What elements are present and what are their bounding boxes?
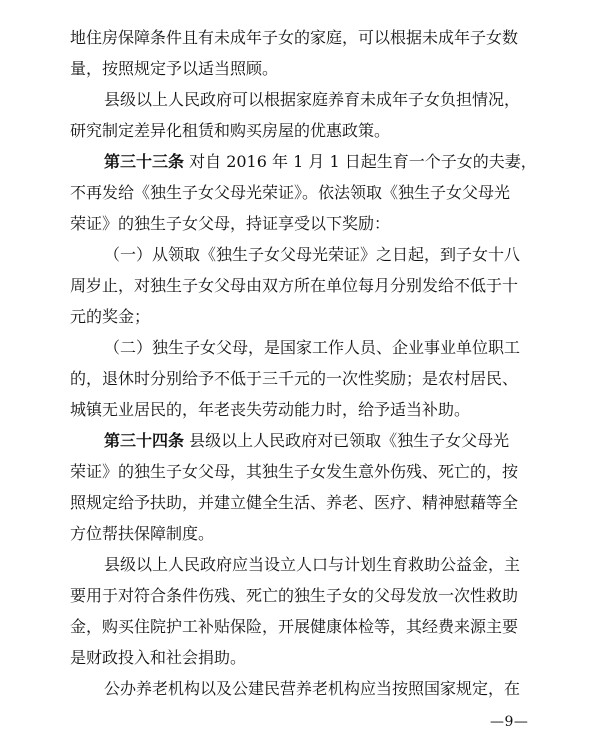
- paragraph-line: 金，购买住院护工补贴保险，开展健康体检等，其经费来源主要: [70, 617, 519, 636]
- paragraph-line: 周岁止，对独生子女父母由双方所在单位每月分别发给不低于十: [70, 276, 519, 295]
- article-34-text: 县级以上人民政府对已领取《独生子女父母光: [189, 431, 510, 450]
- paragraph-line: 研究制定差异化租赁和购买房屋的优惠政策。: [70, 121, 391, 140]
- article-34-heading: 第三十四条: [104, 431, 185, 450]
- page-number: —9—: [490, 714, 529, 730]
- paragraph-line: 是财政投入和社会捐助。: [70, 648, 247, 667]
- paragraph-line: 县级以上人民政府可以根据家庭养育未成年子女负担情况，: [104, 90, 521, 109]
- paragraph-line: 元的奖金；: [70, 307, 151, 326]
- paragraph-line: 照规定给予扶助，并建立健全生活、养老、医疗、精神慰藉等全: [70, 493, 519, 512]
- paragraph-line: （二）独生子女父母，是国家工作人员、企业事业单位职工: [104, 338, 521, 357]
- article-34-line: [104, 431, 509, 451]
- paragraph-line: 公办养老机构以及公建民营养老机构应当按照国家规定，在: [104, 679, 521, 698]
- paragraph-line: 量，按照规定予以适当照顾。: [70, 59, 279, 78]
- paragraph-line: （一）从领取《独生子女父母光荣证》之日起，到子女十八: [104, 245, 521, 264]
- paragraph-line: 的，退休时分别给予不低于三千元的一次性奖励；是农村居民、: [70, 369, 519, 388]
- paragraph-line: 城镇无业居民的，年老丧失劳动能力时，给予适当补助。: [70, 400, 471, 419]
- paragraph-line: 要用于对符合条件伤残、死亡的独生子女的父母发放一次性救助: [70, 586, 519, 605]
- paragraph-line: 地住房保障条件且有未成年子女的家庭，可以根据未成年子女数: [70, 28, 519, 47]
- paragraph-line: 县级以上人民政府应当设立人口与计划生育救助公益金，主: [104, 555, 521, 574]
- paragraph-line: 荣证》的独生子女父母，其独生子女发生意外伤残、死亡的，按: [70, 462, 519, 481]
- article-33-line: [104, 152, 537, 172]
- paragraph-line: 荣证》的独生子女父母，持证享受以下奖励：: [70, 214, 391, 233]
- article-33-heading: 第三十三条: [104, 152, 185, 171]
- article-33-text: 对自 2016 年 1 月 1 日起生育一个子女的夫妻，: [189, 152, 537, 171]
- paragraph-line: 不再发给《独生子女父母光荣证》。依法领取《独生子女父母光: [70, 183, 511, 202]
- paragraph-line: 方位帮扶保障制度。: [70, 524, 215, 543]
